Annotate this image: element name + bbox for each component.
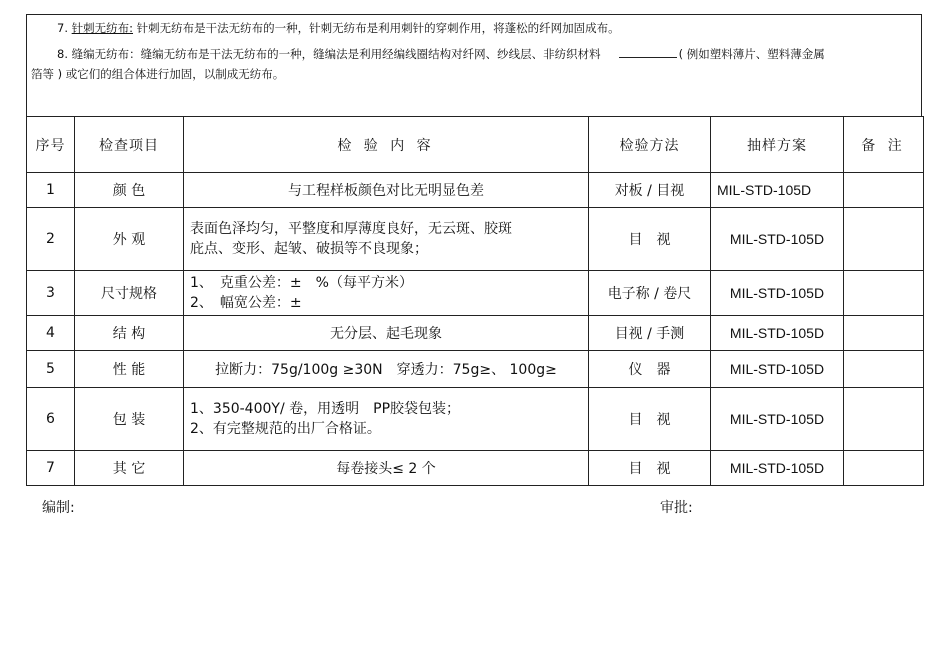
row-seq: 2 xyxy=(27,208,75,271)
table-row xyxy=(27,173,924,208)
row-item: 包 装 xyxy=(75,388,184,451)
row-item: 尺寸规格 xyxy=(75,271,184,316)
content-line: 2、有完整规范的出厂合格证。 xyxy=(190,421,381,437)
note-8-text: 缝编无纺布：缝编无纺布是干法无纺布的一种，缝编法是利用经编线圈结构对纤网、纱线层、非纺织材料 xyxy=(71,47,601,61)
row-item: 其 它 xyxy=(75,451,184,486)
row-remark xyxy=(844,208,924,271)
row-sampling: MIL-STD-105D xyxy=(711,388,844,451)
note-line-8 xyxy=(27,41,921,67)
row-content: 无分层、起毛现象 xyxy=(184,316,589,351)
row-content: 拉断力：75g/100g ≥30N 穿透力：75g≥、 100g≥ xyxy=(184,351,589,388)
notes-box xyxy=(26,14,922,116)
header-sampling: 抽样方案 xyxy=(711,117,844,173)
table-row xyxy=(27,451,924,486)
content-line: 1、 克重公差：± %（每平方米） xyxy=(190,275,413,291)
table-header-row xyxy=(27,117,924,173)
content-line: 表面色泽均匀，平整度和厚薄度良好，无云斑、胶斑 xyxy=(190,221,512,237)
row-seq: 4 xyxy=(27,316,75,351)
row-sampling: MIL-STD-105D xyxy=(711,451,844,486)
note-line-8-continued xyxy=(27,67,921,81)
row-method: 目 视 xyxy=(589,451,711,486)
fill-in-blank xyxy=(619,45,677,58)
header-method: 检验方法 xyxy=(589,117,711,173)
header-remark: 备 注 xyxy=(844,117,924,173)
row-seq: 5 xyxy=(27,351,75,388)
note-8-tail: ( 例如塑料薄片、塑料薄金属 xyxy=(678,47,825,61)
header-item: 检查项目 xyxy=(75,117,184,173)
note-7-term: 针刺无纺布: xyxy=(71,21,134,35)
row-remark xyxy=(844,271,924,316)
row-sampling: MIL-STD-105D xyxy=(711,208,844,271)
row-item: 结 构 xyxy=(75,316,184,351)
note-line-7 xyxy=(27,15,921,41)
row-seq: 1 xyxy=(27,173,75,208)
row-method: 电子称 / 卷尺 xyxy=(589,271,711,316)
row-method: 仪 器 xyxy=(589,351,711,388)
note-8-continued-text: 箔等 ) 或它们的组合体进行加固，以制成无纺布。 xyxy=(31,67,285,81)
note-8-number: 8. xyxy=(57,47,68,61)
table-row xyxy=(27,271,924,316)
row-remark xyxy=(844,173,924,208)
row-sampling: MIL-STD-105D xyxy=(711,351,844,388)
row-remark xyxy=(844,451,924,486)
row-item: 性 能 xyxy=(75,351,184,388)
prepared-by-label: 编制: xyxy=(42,500,75,516)
table-row xyxy=(27,351,924,388)
row-content xyxy=(184,388,589,451)
row-remark xyxy=(844,351,924,388)
row-item: 外 观 xyxy=(75,208,184,271)
row-sampling: MIL-STD-105D xyxy=(711,173,844,208)
row-seq: 6 xyxy=(27,388,75,451)
row-content: 与工程样板颜色对比无明显色差 xyxy=(184,173,589,208)
row-method: 目 视 xyxy=(589,388,711,451)
inspection-table xyxy=(26,116,924,486)
content-line: 庇点、变形、起皱、破损等不良现象； xyxy=(190,241,428,257)
row-item: 颜 色 xyxy=(75,173,184,208)
approved-by-label: 审批: xyxy=(660,500,693,516)
row-sampling: MIL-STD-105D xyxy=(711,271,844,316)
row-seq: 3 xyxy=(27,271,75,316)
row-method: 目 视 xyxy=(589,208,711,271)
row-remark xyxy=(844,388,924,451)
row-content xyxy=(184,271,589,316)
row-seq: 7 xyxy=(27,451,75,486)
row-sampling: MIL-STD-105D xyxy=(711,316,844,351)
content-line: 2、 幅宽公差：± xyxy=(190,295,302,311)
content-line: 1、350-400Y/ 卷，用透明 PP胶袋包装； xyxy=(190,401,461,417)
table-row xyxy=(27,208,924,271)
header-seq: 序号 xyxy=(27,117,75,173)
note-7-number: 7. xyxy=(57,21,68,35)
header-content: 检 验 内 容 xyxy=(184,117,589,173)
table-row xyxy=(27,388,924,451)
table-row xyxy=(27,316,924,351)
row-content xyxy=(184,208,589,271)
row-content: 每卷接头≤ 2 个 xyxy=(184,451,589,486)
row-method: 对板 / 目视 xyxy=(589,173,711,208)
note-7-text: 针刺无纺布是干法无纺布的一种，针刺无纺布是利用刺针的穿刺作用，将蓬松的纤网加固成布。 xyxy=(136,21,620,35)
row-method: 目视 / 手测 xyxy=(589,316,711,351)
row-remark xyxy=(844,316,924,351)
